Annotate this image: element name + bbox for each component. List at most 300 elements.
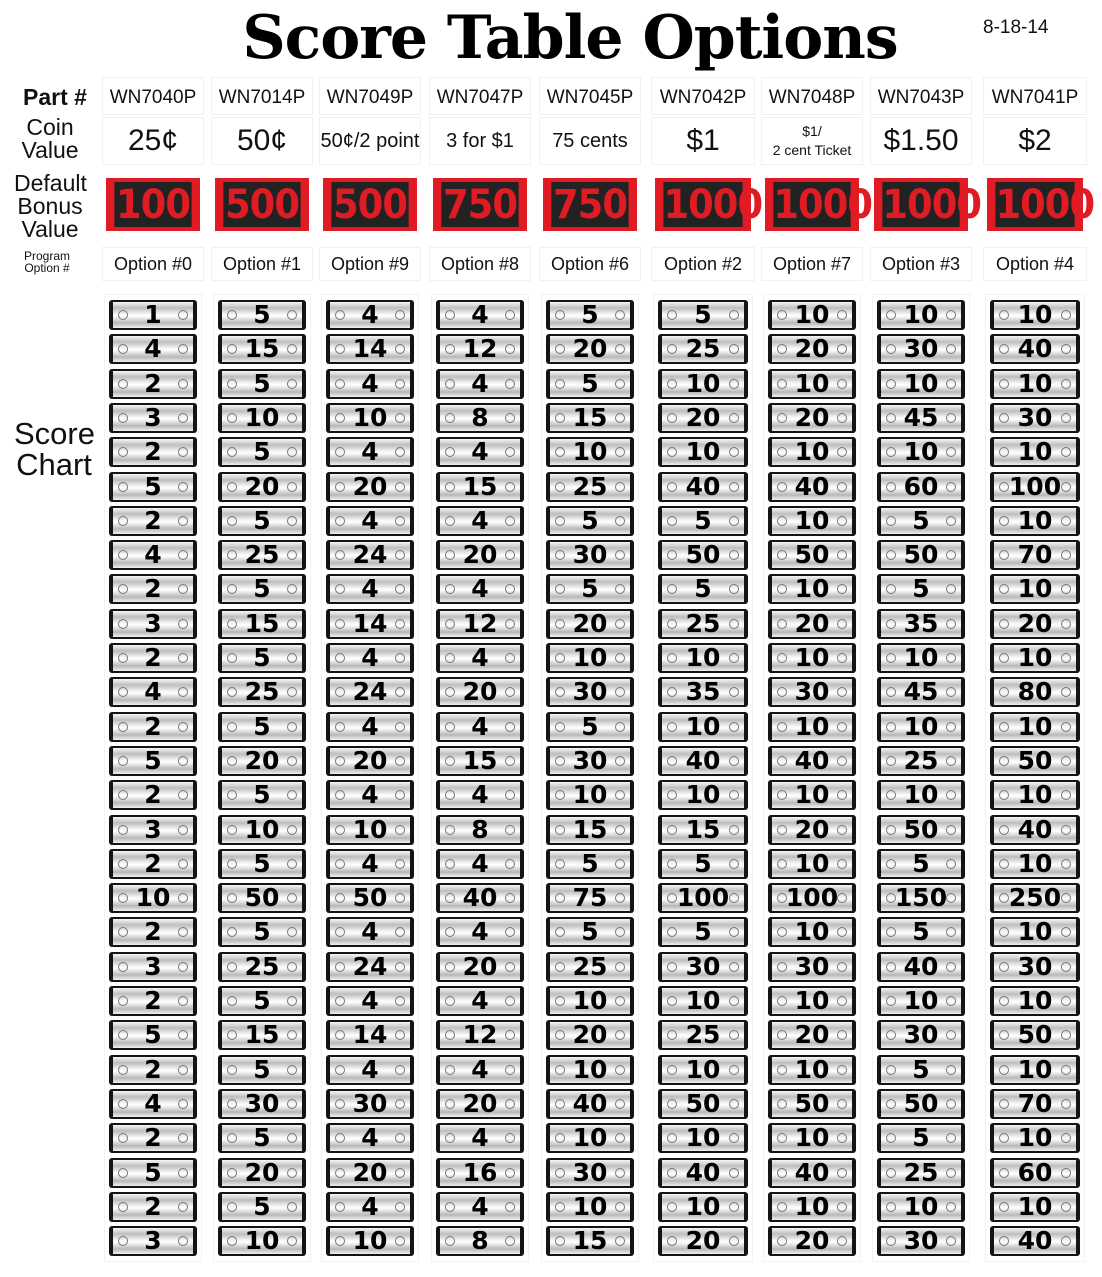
- score-tile: 15: [436, 746, 524, 776]
- score-tile: 10: [218, 1226, 306, 1256]
- score-tile: 10: [768, 574, 856, 604]
- score-tile: 10: [218, 815, 306, 845]
- score-tile: 50: [658, 540, 748, 570]
- score-tile: 5: [546, 506, 634, 536]
- coin-value-label-line2: Value: [21, 137, 79, 163]
- score-tile: 5: [877, 1055, 965, 1085]
- score-tile: 4: [436, 574, 524, 604]
- score-tile: 10: [768, 643, 856, 673]
- score-column: [432, 295, 528, 1261]
- score-tile: 10: [218, 403, 306, 433]
- score-tile: 3: [109, 1226, 197, 1256]
- score-tile: 2: [109, 437, 197, 467]
- score-tile: 100: [768, 883, 856, 913]
- score-tile: 50: [326, 883, 414, 913]
- score-column: [322, 295, 418, 1261]
- score-tile: 25: [658, 609, 748, 639]
- score-tile: 30: [877, 1226, 965, 1256]
- score-column: [764, 295, 860, 1261]
- score-tile: 5: [877, 506, 965, 536]
- part-number-cell: WN7042P: [652, 78, 754, 114]
- score-tile: 10: [990, 506, 1080, 536]
- coin-value-line2: 2 cent Ticket: [772, 142, 852, 158]
- page-title: Score Table Options: [242, 3, 898, 73]
- score-tile: 15: [218, 334, 306, 364]
- score-tile: 50: [218, 883, 306, 913]
- score-tile: 25: [546, 952, 634, 982]
- score-tile: 4: [326, 1123, 414, 1153]
- score-tile: 25: [877, 746, 965, 776]
- score-tile: 20: [768, 609, 856, 639]
- score-tile: 35: [658, 677, 748, 707]
- score-tile: 50: [658, 1089, 748, 1119]
- program-option-cell: Option #9: [320, 248, 420, 280]
- coin-value-cell: 25¢: [103, 118, 203, 164]
- score-tile: 5: [218, 917, 306, 947]
- score-tile: 10: [768, 712, 856, 742]
- score-tile: 70: [990, 1089, 1080, 1119]
- score-tile: 20: [436, 677, 524, 707]
- score-tile: 4: [326, 643, 414, 673]
- score-tile: 30: [990, 403, 1080, 433]
- score-tile: 25: [658, 1020, 748, 1050]
- score-column: [654, 295, 752, 1261]
- score-tile: 10: [768, 1192, 856, 1222]
- score-tile: 14: [326, 1020, 414, 1050]
- score-tile: 4: [326, 917, 414, 947]
- bonus-label-line3: Value: [21, 216, 79, 242]
- score-tile: 30: [768, 677, 856, 707]
- score-tile: 2: [109, 643, 197, 673]
- coin-value-cell: 50¢: [212, 118, 312, 164]
- score-tile: 2: [109, 712, 197, 742]
- coin-value-cell: $1.50: [871, 118, 971, 164]
- score-tile: 10: [768, 437, 856, 467]
- score-tile: 5: [546, 574, 634, 604]
- score-tile: 2: [109, 986, 197, 1016]
- score-tile: 30: [218, 1089, 306, 1119]
- score-tile: 30: [546, 677, 634, 707]
- score-tile: 10: [768, 506, 856, 536]
- score-tile: 4: [436, 369, 524, 399]
- score-tile: 5: [109, 1158, 197, 1188]
- score-tile: 50: [877, 815, 965, 845]
- document-date: 8-18-14: [983, 17, 1049, 38]
- score-tile: 4: [326, 506, 414, 536]
- score-tile: 2: [109, 574, 197, 604]
- program-option-cell: Option #8: [430, 248, 530, 280]
- bonus-label-line2: Bonus: [17, 193, 83, 219]
- score-tile: 10: [658, 643, 748, 673]
- program-option-label: [16, 250, 78, 274]
- score-column: [986, 295, 1084, 1261]
- coin-value-cell: 3 for $1: [430, 118, 530, 164]
- coin-value-label: [14, 116, 86, 162]
- score-tile: 50: [768, 1089, 856, 1119]
- default-bonus-value: 1000: [995, 182, 1095, 228]
- default-bonus-value: 500: [332, 182, 408, 228]
- score-tile: 4: [436, 1123, 524, 1153]
- score-tile: 10: [546, 1055, 634, 1085]
- coin-value-cell: 50¢/2 point: [320, 118, 420, 164]
- score-tile: 14: [326, 609, 414, 639]
- score-tile: 8: [436, 815, 524, 845]
- score-tile: 5: [109, 746, 197, 776]
- score-tile: 5: [658, 849, 748, 879]
- score-tile: 20: [658, 403, 748, 433]
- score-tile: 16: [436, 1158, 524, 1188]
- score-tile: 4: [436, 437, 524, 467]
- score-tile: 5: [218, 849, 306, 879]
- score-tile: 150: [877, 883, 965, 913]
- score-tile: 4: [436, 849, 524, 879]
- score-tile: 10: [658, 437, 748, 467]
- score-tile: 5: [218, 300, 306, 330]
- score-tile: 40: [658, 1158, 748, 1188]
- score-tile: 60: [877, 472, 965, 502]
- score-tile: 20: [326, 746, 414, 776]
- score-tile: 50: [877, 540, 965, 570]
- score-tile: 5: [877, 917, 965, 947]
- program-option-cell: Option #0: [103, 248, 203, 280]
- score-tile: 25: [218, 952, 306, 982]
- score-tile: 20: [768, 334, 856, 364]
- score-tile: 10: [546, 1192, 634, 1222]
- score-tile: 20: [436, 540, 524, 570]
- score-tile: 12: [436, 1020, 524, 1050]
- score-tile: 20: [326, 472, 414, 502]
- score-tile: 10: [326, 1226, 414, 1256]
- score-tile: 25: [218, 677, 306, 707]
- score-tile: 4: [326, 437, 414, 467]
- coin-value-cell: $2: [984, 118, 1086, 164]
- score-tile: 2: [109, 506, 197, 536]
- score-tile: 40: [768, 1158, 856, 1188]
- coin-value-line1: $1/: [802, 123, 822, 139]
- coin-value-cell: $1: [652, 118, 754, 164]
- score-tile: 10: [990, 986, 1080, 1016]
- program-option-cell: Option #6: [540, 248, 640, 280]
- score-tile: 4: [436, 300, 524, 330]
- score-tile: 5: [546, 300, 634, 330]
- score-tile: 250: [990, 883, 1080, 913]
- default-bonus-badge: [323, 178, 417, 231]
- score-tile: 10: [990, 1123, 1080, 1153]
- score-tile: 25: [218, 540, 306, 570]
- score-tile: 10: [877, 986, 965, 1016]
- score-tile: 4: [109, 540, 197, 570]
- score-tile: 12: [436, 334, 524, 364]
- score-tile: 15: [218, 609, 306, 639]
- score-tile: 75: [546, 883, 634, 913]
- score-tile: 2: [109, 780, 197, 810]
- score-tile: 4: [326, 369, 414, 399]
- default-bonus-value: 750: [552, 182, 628, 228]
- score-tile: 5: [546, 849, 634, 879]
- score-tile: 4: [326, 849, 414, 879]
- score-tile: 40: [768, 746, 856, 776]
- score-tile: 45: [877, 677, 965, 707]
- score-tile: 20: [436, 1089, 524, 1119]
- score-tile: 10: [658, 1123, 748, 1153]
- program-option-cell: Option #7: [762, 248, 862, 280]
- score-tile: 2: [109, 369, 197, 399]
- score-tile: 10: [326, 815, 414, 845]
- score-tile: 4: [326, 300, 414, 330]
- program-option-cell: Option #2: [652, 248, 754, 280]
- default-bonus-badge: [655, 178, 763, 231]
- score-tile: 10: [990, 437, 1080, 467]
- score-tile: 20: [658, 1226, 748, 1256]
- score-tile: 5: [546, 917, 634, 947]
- score-tile: 10: [877, 712, 965, 742]
- score-tile: 10: [990, 780, 1080, 810]
- score-tile: 40: [990, 815, 1080, 845]
- score-tile: 10: [658, 1192, 748, 1222]
- score-tile: 100: [658, 883, 748, 913]
- score-label-line1: Score: [14, 416, 95, 451]
- score-tile: 10: [658, 780, 748, 810]
- score-tile: 4: [109, 677, 197, 707]
- score-tile: 2: [109, 849, 197, 879]
- score-tile: 4: [436, 712, 524, 742]
- score-tile: 10: [546, 643, 634, 673]
- coin-value-label-line1: Coin: [26, 114, 74, 140]
- score-tile: 5: [218, 1192, 306, 1222]
- program-label-line1: Program: [23, 249, 70, 263]
- score-tile: 10: [990, 917, 1080, 947]
- default-bonus-badge: [106, 178, 200, 231]
- score-tile: 10: [990, 643, 1080, 673]
- score-tile: 30: [877, 334, 965, 364]
- score-tile: 10: [546, 437, 634, 467]
- score-tile: 5: [218, 437, 306, 467]
- score-tile: 10: [877, 780, 965, 810]
- score-tile: 10: [768, 369, 856, 399]
- score-column: [214, 295, 310, 1261]
- default-bonus-value: 750: [442, 182, 518, 228]
- part-number-cell: WN7048P: [762, 78, 862, 114]
- score-tile: 10: [990, 712, 1080, 742]
- score-tile: 20: [546, 609, 634, 639]
- coin-value-cell: [762, 118, 862, 164]
- score-tile: 5: [546, 369, 634, 399]
- score-tile: 20: [436, 952, 524, 982]
- score-tile: 5: [658, 300, 748, 330]
- score-tile: 10: [990, 300, 1080, 330]
- score-tile: 2: [109, 1123, 197, 1153]
- score-tile: 15: [546, 403, 634, 433]
- score-tile: 30: [326, 1089, 414, 1119]
- score-column: [873, 295, 969, 1261]
- score-tile: 3: [109, 952, 197, 982]
- default-bonus-badge: [765, 178, 873, 231]
- score-tile: 40: [436, 883, 524, 913]
- score-tile: 3: [109, 609, 197, 639]
- score-tile: 25: [877, 1158, 965, 1188]
- score-tile: 4: [326, 986, 414, 1016]
- part-number-cell: WN7040P: [103, 78, 203, 114]
- score-tile: 20: [768, 1226, 856, 1256]
- score-tile: 4: [436, 1055, 524, 1085]
- score-chart-label: [14, 418, 94, 480]
- score-tile: 10: [768, 1123, 856, 1153]
- score-tile: 2: [109, 1192, 197, 1222]
- default-bonus-badge: [433, 178, 527, 231]
- score-column: [542, 295, 638, 1261]
- score-tile: 10: [877, 643, 965, 673]
- score-tile: 10: [109, 883, 197, 913]
- score-tile: 30: [768, 952, 856, 982]
- score-tile: 20: [218, 472, 306, 502]
- default-bonus-badge: [215, 178, 309, 231]
- program-option-cell: Option #4: [984, 248, 1086, 280]
- score-tile: 10: [768, 780, 856, 810]
- score-tile: 24: [326, 540, 414, 570]
- part-number-cell: WN7043P: [871, 78, 971, 114]
- score-tile: 14: [326, 334, 414, 364]
- program-label-line2: Option #: [24, 261, 70, 275]
- score-tile: 4: [326, 780, 414, 810]
- score-tile: 10: [658, 369, 748, 399]
- score-tile: 20: [218, 746, 306, 776]
- program-option-cell: Option #1: [212, 248, 312, 280]
- score-tile: 10: [990, 1055, 1080, 1085]
- score-tile: 5: [658, 574, 748, 604]
- part-number-cell: WN7014P: [212, 78, 312, 114]
- score-column: [105, 295, 201, 1261]
- score-tile: 4: [109, 1089, 197, 1119]
- score-tile: 10: [877, 1192, 965, 1222]
- score-tile: 15: [546, 1226, 634, 1256]
- score-tile: 30: [990, 952, 1080, 982]
- score-tile: 80: [990, 677, 1080, 707]
- score-tile: 5: [877, 574, 965, 604]
- score-tile: 70: [990, 540, 1080, 570]
- score-tile: 2: [109, 1055, 197, 1085]
- score-tile: 25: [546, 472, 634, 502]
- score-tile: 4: [436, 780, 524, 810]
- score-tile: 4: [326, 1192, 414, 1222]
- score-tile: 20: [326, 1158, 414, 1188]
- score-tile: 45: [877, 403, 965, 433]
- score-tile: 5: [109, 472, 197, 502]
- score-tile: 1: [109, 300, 197, 330]
- score-tile: 5: [218, 1055, 306, 1085]
- score-tile: 10: [546, 986, 634, 1016]
- score-tile: 4: [436, 506, 524, 536]
- score-tile: 4: [326, 574, 414, 604]
- score-tile: 30: [546, 746, 634, 776]
- score-tile: 10: [877, 369, 965, 399]
- score-tile: 10: [546, 780, 634, 810]
- score-tile: 20: [546, 1020, 634, 1050]
- score-tile: 40: [658, 472, 748, 502]
- score-tile: 8: [436, 403, 524, 433]
- default-bonus-value: 100: [115, 182, 191, 228]
- score-tile: 4: [436, 643, 524, 673]
- score-tile: 5: [877, 849, 965, 879]
- score-tile: 50: [990, 1020, 1080, 1050]
- score-tile: 5: [218, 369, 306, 399]
- default-bonus-badge: [874, 178, 982, 231]
- score-tile: 20: [990, 609, 1080, 639]
- score-tile: 10: [658, 1055, 748, 1085]
- score-tile: 100: [990, 472, 1080, 502]
- score-tile: 40: [658, 746, 748, 776]
- score-tile: 40: [768, 472, 856, 502]
- score-tile: 10: [326, 403, 414, 433]
- coin-value-cell: 75 cents: [540, 118, 640, 164]
- default-bonus-value: 1000: [773, 182, 873, 228]
- part-number-cell: WN7045P: [540, 78, 640, 114]
- score-tile: 40: [546, 1089, 634, 1119]
- score-tile: 10: [658, 712, 748, 742]
- program-option-cell: Option #3: [871, 248, 971, 280]
- score-tile: 50: [877, 1089, 965, 1119]
- score-tile: 4: [326, 712, 414, 742]
- score-tile: 40: [990, 1226, 1080, 1256]
- score-tile: 10: [768, 986, 856, 1016]
- score-tile: 12: [436, 609, 524, 639]
- score-tile: 30: [877, 1020, 965, 1050]
- score-tile: 5: [658, 506, 748, 536]
- score-tile: 20: [218, 1158, 306, 1188]
- default-bonus-badge: [987, 178, 1095, 231]
- score-tile: 4: [436, 917, 524, 947]
- score-tile: 30: [546, 1158, 634, 1188]
- score-tile: 30: [658, 952, 748, 982]
- score-tile: 10: [990, 1192, 1080, 1222]
- default-bonus-value: 500: [224, 182, 300, 228]
- score-tile: 20: [768, 1020, 856, 1050]
- score-tile: 5: [218, 986, 306, 1016]
- score-tile: 15: [658, 815, 748, 845]
- score-label-line2: Chart: [16, 447, 92, 482]
- score-tile: 5: [658, 917, 748, 947]
- score-tile: 4: [436, 1192, 524, 1222]
- score-tile: 40: [990, 334, 1080, 364]
- score-tile: 5: [109, 1020, 197, 1050]
- score-tile: 4: [436, 986, 524, 1016]
- score-tile: 5: [877, 1123, 965, 1153]
- score-tile: 10: [768, 849, 856, 879]
- score-tile: 5: [218, 506, 306, 536]
- part-number-cell: WN7041P: [984, 78, 1086, 114]
- score-tile: 24: [326, 952, 414, 982]
- score-tile: 10: [877, 300, 965, 330]
- score-tile: 5: [218, 643, 306, 673]
- score-tile: 50: [768, 540, 856, 570]
- score-tile: 10: [768, 300, 856, 330]
- score-tile: 3: [109, 403, 197, 433]
- part-number-cell: WN7049P: [320, 78, 420, 114]
- score-tile: 50: [990, 746, 1080, 776]
- score-tile: 15: [546, 815, 634, 845]
- part-number-label: Part #: [23, 84, 87, 110]
- score-tile: 10: [658, 986, 748, 1016]
- score-tile: 4: [109, 334, 197, 364]
- score-tile: 10: [990, 574, 1080, 604]
- score-tile: 5: [218, 780, 306, 810]
- bonus-label-line1: Default: [14, 170, 87, 196]
- score-tile: 10: [990, 369, 1080, 399]
- score-tile: 35: [877, 609, 965, 639]
- score-tile: 60: [990, 1158, 1080, 1188]
- score-tile: 20: [768, 403, 856, 433]
- score-tile: 2: [109, 917, 197, 947]
- default-bonus-badge: [543, 178, 637, 231]
